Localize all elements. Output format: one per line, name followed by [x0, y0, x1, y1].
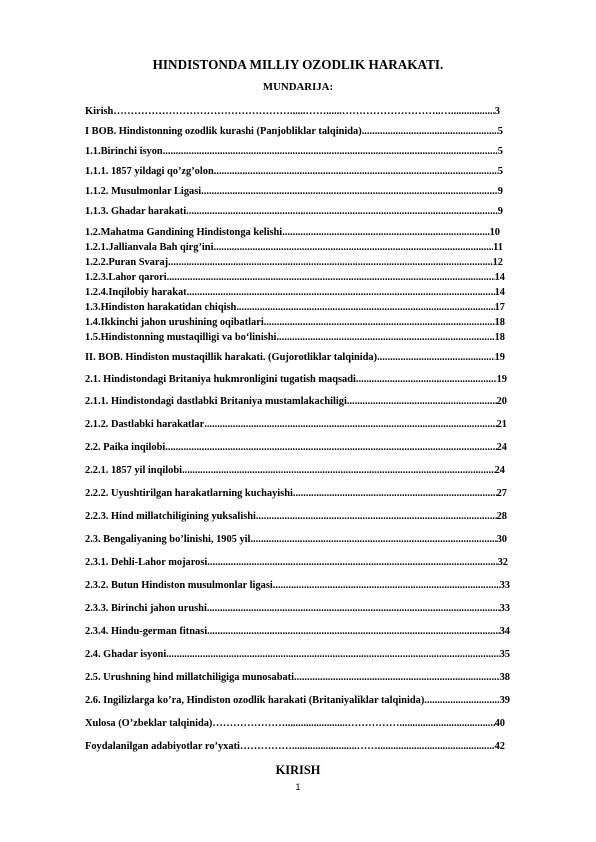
section-heading-kirish: KIRISH	[275, 763, 321, 777]
toc-entry-page: 30	[496, 534, 507, 545]
toc-entry-page: 5	[497, 166, 503, 177]
toc-entry-label: 2.2.1. 1857 yil inqilobi	[85, 465, 183, 476]
toc-entry	[85, 125, 503, 138]
toc-leader-dots	[273, 579, 500, 592]
toc-entry-label: Mahatma Gandining Hindistonga kelishi	[100, 227, 283, 238]
toc-entry-page: 34	[499, 626, 510, 637]
toc-leader-dots	[204, 418, 496, 431]
toc-entry	[85, 625, 510, 638]
toc-entry	[85, 271, 505, 284]
toc-leader-dots	[207, 602, 500, 615]
toc-leader-dots	[383, 740, 495, 753]
toc-entry-label: Kirish……………………………………………......……......………………………..…	[85, 106, 451, 117]
toc-leader-dots	[168, 256, 492, 269]
toc-entry-label: 2.3.2. Butun Hindiston musulmonlar ligasi	[85, 580, 273, 591]
toc-entry-page: 20	[496, 396, 507, 407]
toc-leader-dots	[399, 717, 494, 730]
toc-entry	[85, 165, 503, 178]
document-title: HINDISTONDA MILLIY OZODLIK HARAKATI.	[152, 57, 444, 72]
toc-entry	[85, 256, 503, 269]
toc-entry-label: Birinchi isyon	[100, 146, 163, 157]
toc-leader-dots	[187, 286, 495, 299]
toc-entry	[85, 487, 507, 500]
toc-entry	[85, 205, 503, 218]
toc-entry-label: 2.2.2. Uyushtirilgan harakatlarning kuchayishi	[85, 488, 293, 499]
toc-entry-label: Puran Svaraj	[108, 257, 169, 268]
toc-leader-dots	[165, 441, 496, 454]
toc-entry-label: II. BOB. Hindiston mustaqillik harakati. (Gujorotliklar talqinida)	[85, 352, 378, 363]
toc-leader-dots	[424, 694, 499, 707]
toc-entry-page: 17	[494, 302, 505, 313]
toc-leader-dots	[451, 105, 495, 118]
page-number: 1	[295, 782, 301, 792]
toc-entry-label: 1.1.3. Ghadar harakati	[85, 206, 187, 217]
toc-entry	[85, 418, 507, 431]
toc-entry-page: 9	[497, 186, 503, 197]
toc-entry-page: 24	[494, 465, 505, 476]
toc-leader-dots	[276, 331, 494, 344]
toc-entry-page: 33	[499, 603, 510, 614]
toc-entry-number: 1.5.	[85, 332, 101, 343]
toc-entry	[85, 441, 507, 454]
toc-entry	[85, 556, 508, 569]
toc-entry-label: 2.3. Bengaliyaning bo’linishi, 1905 yil	[85, 534, 251, 545]
toc-entry-number: 1.3.	[85, 302, 101, 313]
toc-entry-number: 1.2.4.	[85, 287, 109, 298]
toc-entry-number: 1.1.	[85, 146, 101, 157]
toc-entry	[85, 241, 503, 254]
toc-entry-page: 32	[497, 557, 508, 568]
toc-entry	[85, 694, 510, 707]
toc-leader-dots	[213, 241, 493, 254]
toc-entry	[85, 740, 505, 753]
toc-leader-dots	[347, 395, 497, 408]
toc-entry	[85, 105, 500, 118]
toc-leader-dots	[256, 510, 497, 523]
toc-entry	[85, 351, 505, 364]
toc-entry-page: 39	[499, 695, 510, 706]
toc-entry	[85, 286, 505, 299]
toc-entry	[85, 226, 500, 239]
toc-entry	[85, 331, 505, 344]
toc-entry-label: Jallianvala Bah qirg’ini	[108, 242, 214, 253]
toc-entry	[85, 671, 510, 684]
toc-entry-label: 1.1.1. 1857 yildagi qo’zg’olon	[85, 166, 214, 177]
toc-entry	[85, 301, 505, 314]
toc-entry-page: 9	[497, 206, 503, 217]
toc-entry-page: 21	[496, 419, 507, 430]
toc-entry-number: 1.2.1.	[85, 242, 109, 253]
toc-entry-page: 35	[499, 649, 510, 660]
toc-entry-page: 5	[497, 146, 503, 157]
toc-entry-label: 2.3.4. Hindu-german fitnasi	[85, 626, 208, 637]
toc-entry-label: 1.1.2. Musulmonlar Ligasi	[85, 186, 202, 197]
toc-entry-label: Xulosa (O’zbeklar talqinida)…………………........................……………	[85, 718, 400, 729]
toc-heading: MUNDARIJA:	[262, 81, 334, 93]
toc-entry-page: 24	[496, 442, 507, 453]
toc-leader-dots	[236, 301, 494, 314]
toc-entry-page: 40	[494, 718, 505, 729]
toc-leader-dots	[163, 145, 498, 158]
toc-entry	[85, 510, 507, 523]
toc-entry-label: I BOB. Hindistonning ozodlik kurashi (Panjobliklar talqinida)	[85, 126, 362, 137]
toc-entry-page: 33	[499, 580, 510, 591]
toc-entry-page: 14	[494, 272, 505, 283]
toc-entry-page: 18	[494, 332, 505, 343]
toc-entry-label: Ikkinchi jahon urushining oqibatlari	[100, 317, 264, 328]
toc-entry-label: Lahor qarori	[108, 272, 167, 283]
toc-entry-number: 1.2.2.	[85, 257, 109, 268]
toc-leader-dots	[356, 373, 497, 386]
toc-entry-label: 2.2.3. Hind millatchiligining yuksalishi	[85, 511, 256, 522]
toc-entry-label: 2.1.2. Dastlabki harakatlar	[85, 419, 205, 430]
toc-entry-number: 1.4.	[85, 317, 101, 328]
toc-entry-label: Hindiston harakatidan chiqish	[100, 302, 237, 313]
toc-entry	[85, 533, 507, 546]
toc-entry-page: 19	[496, 374, 507, 385]
toc-entry	[85, 717, 505, 730]
toc-entry-label: Inqilobiy harakat	[108, 287, 187, 298]
toc-leader-dots	[201, 185, 498, 198]
toc-leader-dots	[207, 556, 497, 569]
toc-entry	[85, 602, 510, 615]
toc-entry-page: 27	[496, 488, 507, 499]
toc-entry-label: 2.1.1. Hindistondagi dastlabki Britaniya mustamlakachiligi	[85, 396, 347, 407]
toc-entry-number: 1.2.3.	[85, 272, 109, 283]
toc-entry	[85, 464, 505, 477]
toc-entry-page: 28	[496, 511, 507, 522]
toc-leader-dots	[293, 487, 497, 500]
toc-leader-dots	[166, 648, 499, 661]
toc-entry-label: 2.2. Paika inqilobi	[85, 442, 166, 453]
toc-leader-dots	[186, 205, 498, 218]
toc-leader-dots	[207, 625, 500, 638]
toc-entry-page: 42	[494, 741, 505, 752]
toc-entry	[85, 579, 510, 592]
toc-entry-label: 2.5. Urushning hind millatchiligiga munosabati	[85, 672, 295, 683]
toc-entry-page: 18	[494, 317, 505, 328]
toc-leader-dots	[250, 533, 496, 546]
toc-entry	[85, 316, 505, 329]
toc-entry	[85, 185, 503, 198]
toc-entry-label: Foydalanilgan adabiyotlar ro’yxati…………….........................……..	[85, 741, 383, 752]
toc-entry-label: 2.3.1. Dehli-Lahor mojarosi	[85, 557, 208, 568]
toc-leader-dots	[362, 125, 498, 138]
toc-leader-dots	[214, 165, 498, 178]
toc-entry-page: 19	[494, 352, 505, 363]
toc-entry-label: 2.1. Hindistondagi Britaniya hukmronligini tugatish maqsadi	[85, 374, 356, 385]
toc-entry-label: Hindistonning mustaqilligi va bo‘linishi	[100, 332, 277, 343]
toc-leader-dots	[167, 271, 495, 284]
toc-entry-page: 3	[494, 106, 500, 117]
toc-entry-page: 12	[492, 257, 503, 268]
toc-entry-label: 2.6. Ingilizlarga ko’ra, Hindiston ozodlik harakati (Britaniyaliklar talqinida)	[85, 695, 425, 706]
toc-leader-dots	[282, 226, 489, 239]
toc-entry-page: 10	[489, 227, 500, 238]
toc-entry-label: 2.4. Ghadar isyoni	[85, 649, 167, 660]
toc-entry-page: 5	[497, 126, 503, 137]
toc-entry	[85, 145, 503, 158]
toc-entry	[85, 373, 507, 386]
toc-entry	[85, 395, 507, 408]
toc-entry-page: 38	[499, 672, 510, 683]
toc-entry	[85, 648, 510, 661]
toc-entry-label: 2.3.3. Birinchi jahon urushi	[85, 603, 207, 614]
toc-leader-dots	[182, 464, 495, 477]
toc-leader-dots	[377, 351, 495, 364]
toc-entry-number: 1.2.	[85, 227, 101, 238]
toc-leader-dots	[294, 671, 500, 684]
toc-leader-dots	[264, 316, 495, 329]
toc-entry-page: 14	[494, 287, 505, 298]
toc-entry-page: 11	[493, 242, 503, 253]
